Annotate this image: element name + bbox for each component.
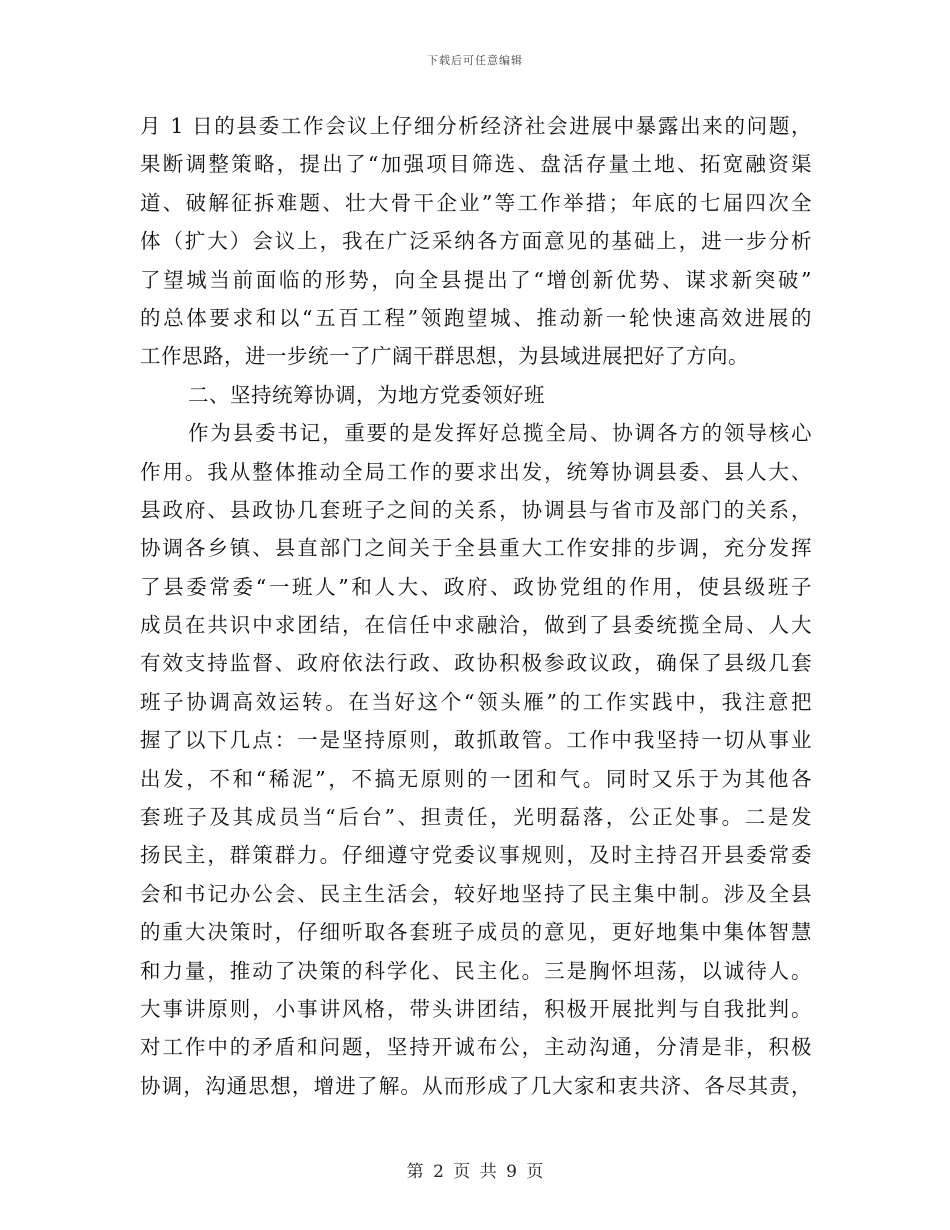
- paragraph-line: 大事讲原则，小事讲风格，带头讲团结，积极开展批判与自我批判。: [140, 996, 812, 1021]
- paragraph-line: 县政府、县政协几套班子之间的关系，协调县与省市及部门的关系，: [140, 497, 812, 522]
- paragraph-line: 作用。我从整体推动全局工作的要求出发，统筹协调县委、县人大、: [140, 459, 812, 484]
- paragraph-line: 作为县委书记，重要的是发挥好总揽全局、协调各方的领导核心: [188, 421, 812, 446]
- paragraph-line: 有效支持监督、政府依法行政、政协积极参政议政，确保了县级几套: [140, 651, 812, 676]
- paragraph-line: 和力量，推动了决策的科学化、民主化。三是胸怀坦荡，以诚待人。: [140, 958, 812, 983]
- paragraph-line: 了县委常委“一班人”和人大、政府、政协党组的作用，使县级班子: [140, 574, 812, 599]
- paragraph-line: 工作思路，进一步统一了广阔干群思想，为县域进展把好了方向。: [140, 344, 749, 369]
- paragraph-line: 了望城当前面临的形势，向全县提出了“增创新优势、谋求新突破”: [140, 267, 812, 292]
- paragraph-line: 的总体要求和以“五百工程”领跑望城、推动新一轮快速高效进展的: [140, 305, 812, 330]
- page-number: 第 2 页 共 9 页: [406, 1162, 544, 1182]
- paragraph-line: 月 1 日的县委工作会议上仔细分析经济社会进展中暴露出来的问题，: [140, 114, 812, 138]
- paragraph-line: 的重大决策时，仔细听取各套班子成员的意见，更好地集中集体智慧: [140, 920, 812, 945]
- paragraph-line: 会和书记办公会、民主生活会，较好地坚持了民主集中制。涉及全县: [140, 881, 812, 906]
- paragraph-line: 协调，沟通思想，增进了解。从而形成了几大家和衷共济、各尽其责，: [140, 1073, 812, 1098]
- paragraph-line: 对工作中的矛盾和问题，坚持开诚布公，主动沟通，分清是非，积极: [140, 1035, 812, 1060]
- page-header: 下载后可任意编辑: [427, 54, 523, 67]
- paragraph-line: 套班子及其成员当“后台”、担责任，光明磊落，公正处事。二是发: [140, 805, 812, 830]
- paragraph-line: 出发，不和“稀泥”，不搞无原则的一团和气。同时又乐于为其他各: [140, 766, 812, 791]
- paragraph-line: 握了以下几点：一是坚持原则，敢抓敢管。工作中我坚持一切从事业: [140, 728, 812, 753]
- paragraph-line: 果断调整策略，提出了“加强项目筛选、盘活存量土地、拓宽融资渠: [140, 152, 812, 177]
- paragraph-line: 成员在共识中求团结，在信任中求融洽，做到了县委统揽全局、人大: [140, 613, 812, 638]
- paragraph-line: 道、破解征拆难题、壮大骨干企业”等工作举措；年底的七届四次全: [140, 190, 812, 215]
- section-heading: 二、坚持统筹协调，为地方党委领好班: [188, 382, 545, 407]
- paragraph-line: 班子协调高效运转。在当好这个“领头雁”的工作实践中，我注意把: [140, 689, 812, 714]
- document-body: [140, 107, 812, 1105]
- paragraph-line: 协调各乡镇、县直部门之间关于全县重大工作安排的步调，充分发挥: [140, 536, 812, 561]
- paragraph-line: 体（扩大）会议上，我在广泛采纳各方面意见的基础上，进一步分析: [140, 229, 812, 254]
- paragraph-line: 扬民主，群策群力。仔细遵守党委议事规则，及时主持召开县委常委: [140, 843, 812, 868]
